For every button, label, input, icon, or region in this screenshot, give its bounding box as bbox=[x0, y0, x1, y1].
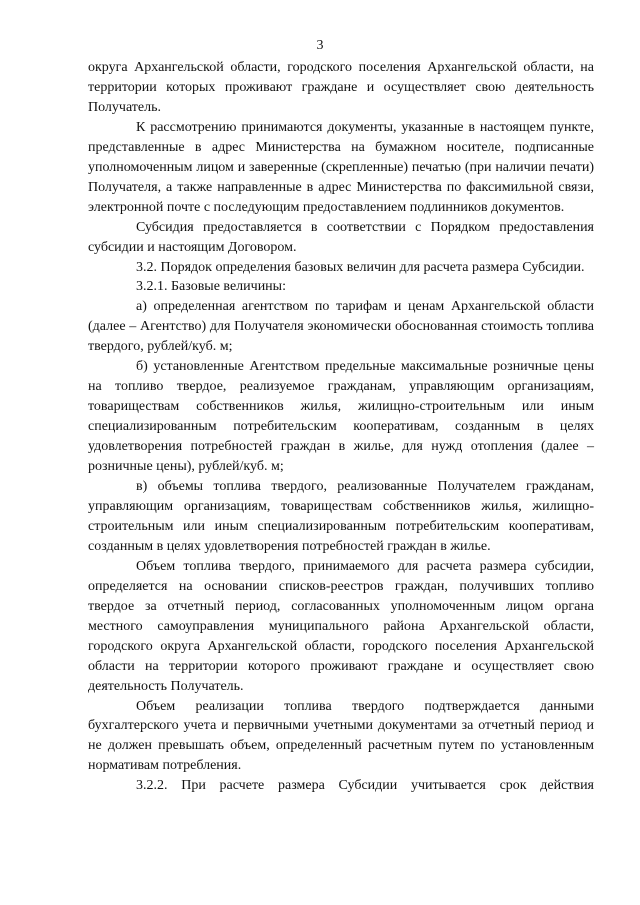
section-heading: 3.2. Порядок определения базовых величин для расчета размера Субсидии. bbox=[136, 259, 585, 275]
list-item: б) установленные Агентством предельные максимальные розничные цены на топливо твердое, реализуемое гражданам, управляющим организациям, товариществам собственников жилья, жилищно-строительным или иным специализированным потребительским кооперативам, созданным в целях удовлетворения потребностей граждан в жилье, для нужд отопления (далее – розничные цены), рублей/куб. м; bbox=[88, 359, 594, 475]
paragraph: К рассмотрению принимаются документы, указанные в настоящем пункте, представленные в адрес Министерства на бумажном носителе, подписанные уполномоченным лицом и заверенные (скрепленные) печатью (при наличии печати) Получателя, а также направленные в адрес Министерства по факсимильной связи, электронной почте с последующим предоставлением подлинников документов. bbox=[88, 119, 594, 215]
subsection-heading: 3.2.1. Базовые величины: bbox=[136, 279, 286, 295]
paragraph: 3.2.2. При расчете размера Субсидии учитывается срок действия bbox=[136, 778, 594, 794]
paragraph: Объем реализации топлива твердого подтверждается данными бухгалтерского учета и первичными учетными документами за отчетный период и не должен превышать объем, определенный расчетным путем по установленным нормативам потребления. bbox=[88, 698, 594, 774]
paragraph: Объем топлива твердого, принимаемого для расчета размера субсидии, определяется на основании списков-реестров граждан, получивших топливо твердое за отчетный период, согласованных уполномоченным лицом органа местного самоуправления муниципального района Архангельской области, городского округа Архангельской области, городского поселения Архангельской области на территории которого проживают граждане и осуществляет свою деятельность Получатель. bbox=[88, 558, 594, 694]
list-item: а) определенная агентством по тарифам и ценам Архангельской области (далее – Агентство) для Получателя экономически обоснованная стоимость топлива твердого, рублей/куб. м; bbox=[88, 299, 594, 355]
page-number: 3 bbox=[316, 38, 324, 53]
list-item: в) объемы топлива твердого, реализованные Получателем гражданам, управляющим организациям, товариществам собственников жилья, жилищно-строительным или иным специализированным потребительским кооперативам, созданным в целях удовлетворения потребностей граждан в жилье. bbox=[88, 479, 594, 554]
paragraph: Субсидия предоставляется в соответствии с Порядком предоставления субсидии и настоящим Договором. bbox=[88, 219, 594, 255]
body-text bbox=[88, 58, 594, 796]
paragraph: округа Архангельской области, городского поселения Архангельской области, на территории которых проживают граждане и осуществляет свою деятельность Получатель. bbox=[88, 60, 594, 115]
